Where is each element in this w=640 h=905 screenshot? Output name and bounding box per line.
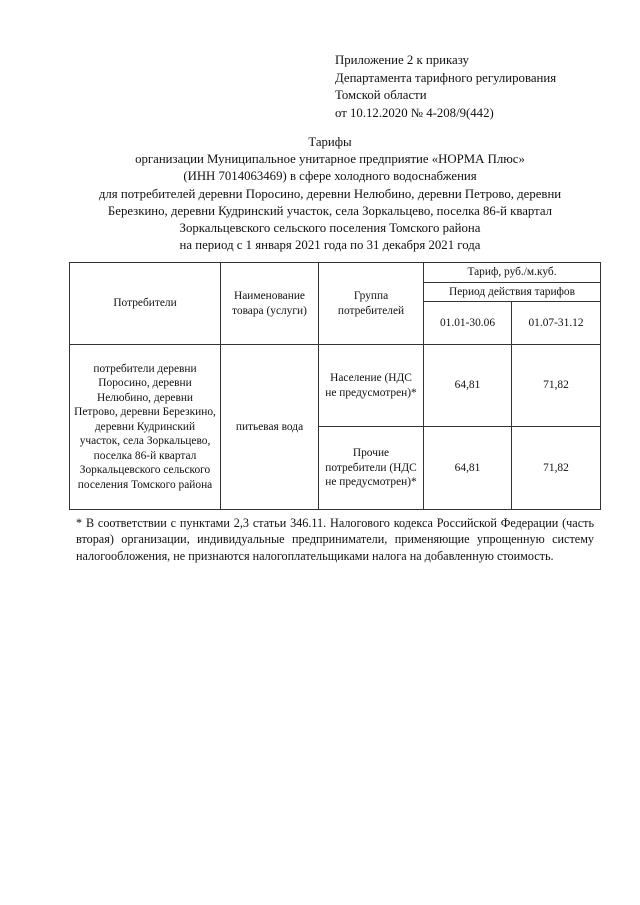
group-cell: Население (НДС не предусмотрен)* [319,345,424,427]
appendix-line: от 10.12.2020 № 4-208/9(442) [335,105,494,120]
title-line: для потребителей деревни Поросино, деревни Нелюбино, деревни Петрово, деревни [98,186,562,201]
tariff-value: 64,81 [424,427,512,510]
title-line: (ИНН 7014063469) в сфере холодного водоснабжения [183,169,477,184]
title-line: Зоркальцевского сельского поселения Томского района [179,221,481,236]
tariff-value: 71,82 [512,427,601,510]
title-line: Березкино, деревни Кудринский участок, села Зоркальцево, поселка 86-й квартал [107,203,553,218]
header-period-1: 01.01-30.06 [424,302,512,345]
header-period-2: 01.07-31.12 [512,302,601,345]
document-title [60,134,600,254]
header-consumers: Потребители [70,263,221,345]
header-group: Группа потребителей [319,263,424,345]
product-cell: питьевая вода [221,345,319,510]
title-line: организации Муниципальное унитарное предприятие «НОРМА Плюс» [135,152,525,167]
title-line: Тарифы [308,135,352,149]
tariff-table [69,262,601,510]
appendix-line: Томской области [335,88,427,102]
appendix-header [335,52,556,122]
group-cell: Прочие потребители (НДС не предусмотрен)* [319,427,424,510]
tariff-value: 71,82 [512,345,601,427]
footnote: * В соответствии с пунктами 2,3 статьи 346.11. Налогового кодекса Российской Федерации (часть вторая) организации, индивидуальные предприниматели, применяющие упрощенную систему налогообложения, не признаются налогоплательщиками налога на добавленную стоимость. [76,516,594,563]
header-period: Период действия тарифов [424,283,601,302]
consumers-cell: потребители деревни Поросино, деревни Нелюбино, деревни Петрово, деревни Березкино, деревни Кудринский участок, села Зоркальцево, поселка 86-й квартал Зоркальцевского сельского поселения Томского района [70,345,221,510]
appendix-line: Департамента тарифного регулирования [335,70,557,85]
header-product: Наименование товара (услуги) [221,263,319,345]
title-line: на период с 1 января 2021 года по 31 декабря 2021 года [179,238,481,253]
appendix-line: Приложение 2 к приказу [335,53,469,67]
header-tariff: Тариф, руб./м.куб. [424,263,601,283]
tariff-value: 64,81 [424,345,512,427]
